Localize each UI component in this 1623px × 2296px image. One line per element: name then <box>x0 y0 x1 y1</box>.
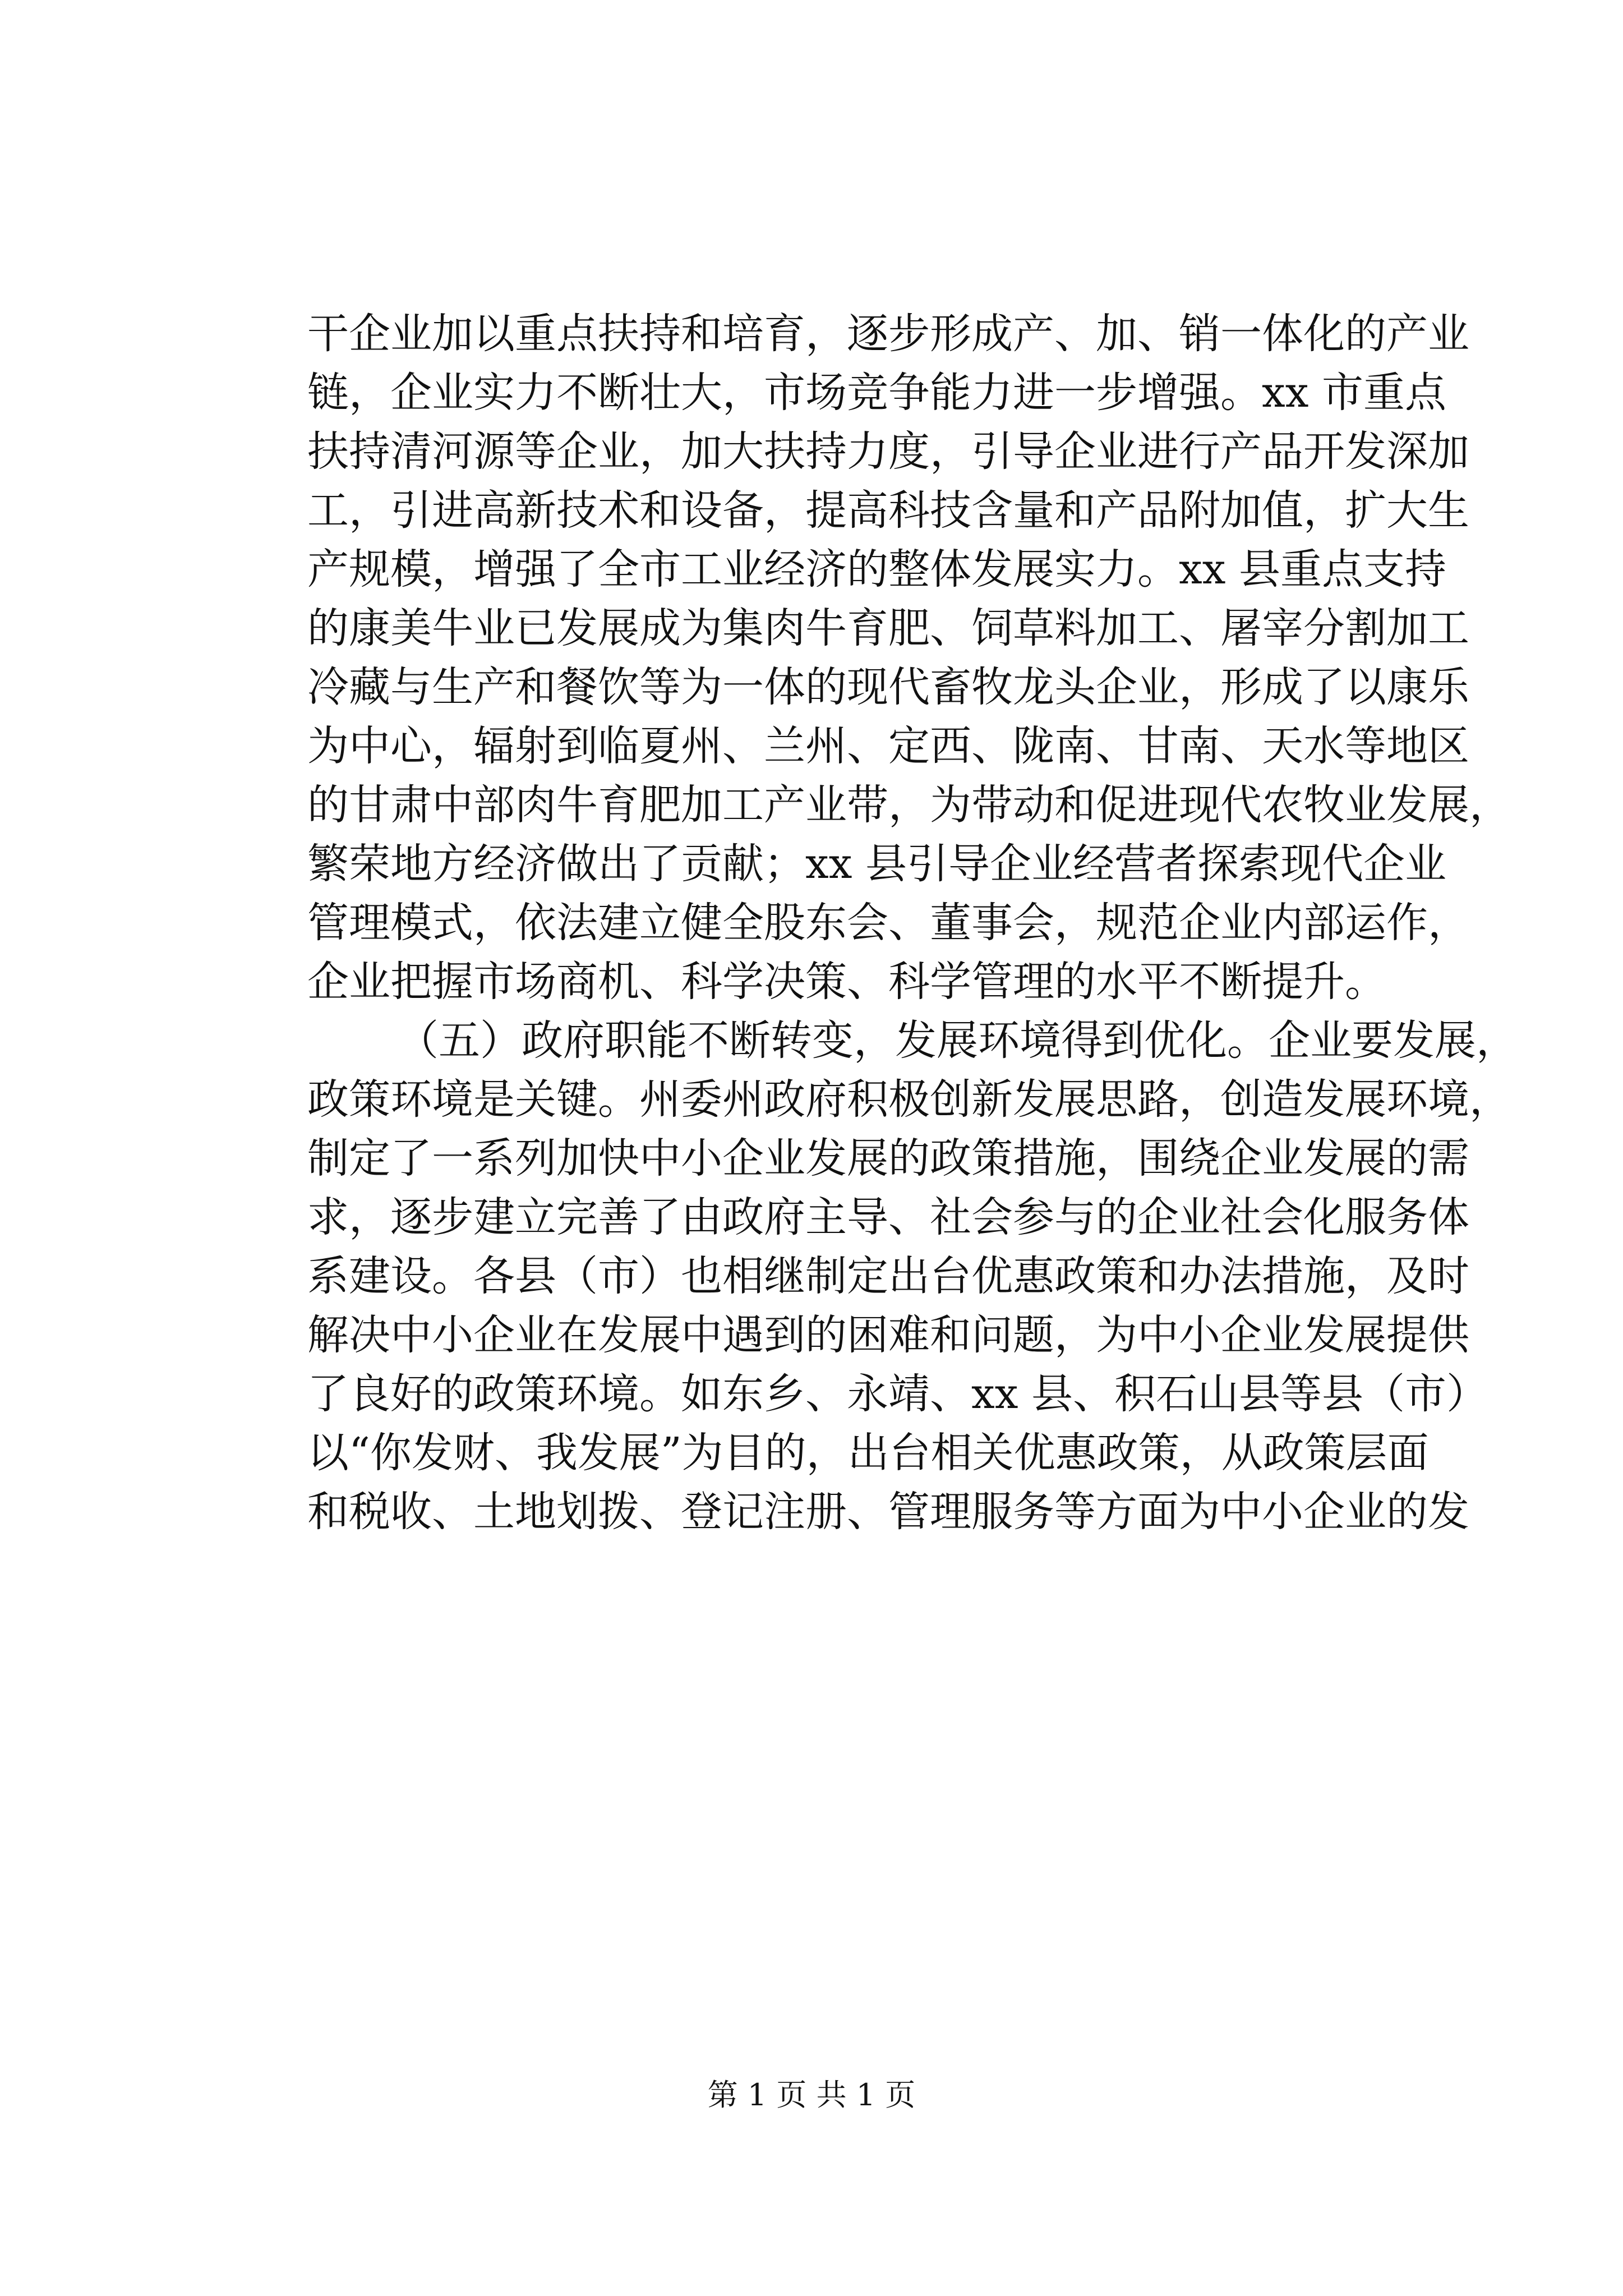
paragraph-line: 解决中小企业在发展中遇到的困难和问题，为中小企业发展提供 <box>307 1311 1469 1359</box>
paragraph-line: 政策环境是关键。州委州政府积极创新发展思路，创造发展环境， <box>307 1075 1511 1124</box>
paragraph-line: 了良好的政策环境。如东乡、永靖、xx 县、积石山县等县（市） <box>307 1370 1488 1418</box>
paragraph-line: 的康美牛业已发展成为集肉牛育肥、饲草料加工、屠宰分割加工 <box>307 604 1469 652</box>
paragraph-line: 系建设。各县（市）也相继制定出台优惠政策和办法措施，及时 <box>307 1252 1469 1300</box>
paragraph-line: 工，引进高新技术和设备，提高科技含量和产品附加值，扩大生 <box>307 486 1469 535</box>
paragraph-line: 干企业加以重点扶持和培育，逐步形成产、加、销一体化的产业 <box>307 310 1469 358</box>
paragraph-line: 企业把握市场商机、科学决策、科学管理的水平不断提升。 <box>307 958 1386 1006</box>
paragraph-line: 繁荣地方经济做出了贡献；xx 县引导企业经营者探索现代企业 <box>307 840 1446 888</box>
paragraph-line: 制定了一系列加快中小企业发展的政策措施，围绕企业发展的需 <box>307 1134 1469 1182</box>
paragraph-line: 的甘肃中部肉牛育肥加工产业带，为带动和促进现代农牧业发展， <box>307 781 1511 829</box>
paragraph-line-heading: （五）政府职能不断转变，发展环境得到优化。企业要发展， <box>397 1016 1518 1065</box>
paragraph-line: 以“你发财、我发展”为目的，出台相关优惠政策，从政策层面 <box>307 1429 1429 1477</box>
paragraph-line: 求，逐步建立完善了由政府主导、社会参与的企业社会化服务体 <box>307 1193 1469 1241</box>
page-footer: 第 1 页 共 1 页 <box>707 2077 916 2113</box>
paragraph-line: 产规模，增强了全市工业经济的整体发展实力。xx 县重点支持 <box>307 545 1446 593</box>
paragraph-line: 和税收、土地划拨、登记注册、管理服务等方面为中小企业的发 <box>307 1488 1469 1536</box>
document-body <box>307 305 1518 1542</box>
paragraph-line: 链，企业实力不断壮大，市场竞争能力进一步增强。xx 市重点 <box>307 369 1446 417</box>
paragraph-line: 为中心，辐射到临夏州、兰州、定西、陇南、甘南、天水等地区 <box>307 722 1469 770</box>
paragraph-line: 管理模式，依法建立健全股东会、董事会，规范企业内部运作， <box>307 899 1469 947</box>
paragraph-line: 冷藏与生产和餐饮等为一体的现代畜牧龙头企业，形成了以康乐 <box>307 663 1469 711</box>
paragraph-line: 扶持清河源等企业，加大扶持力度，引导企业进行产品开发深加 <box>307 427 1469 476</box>
